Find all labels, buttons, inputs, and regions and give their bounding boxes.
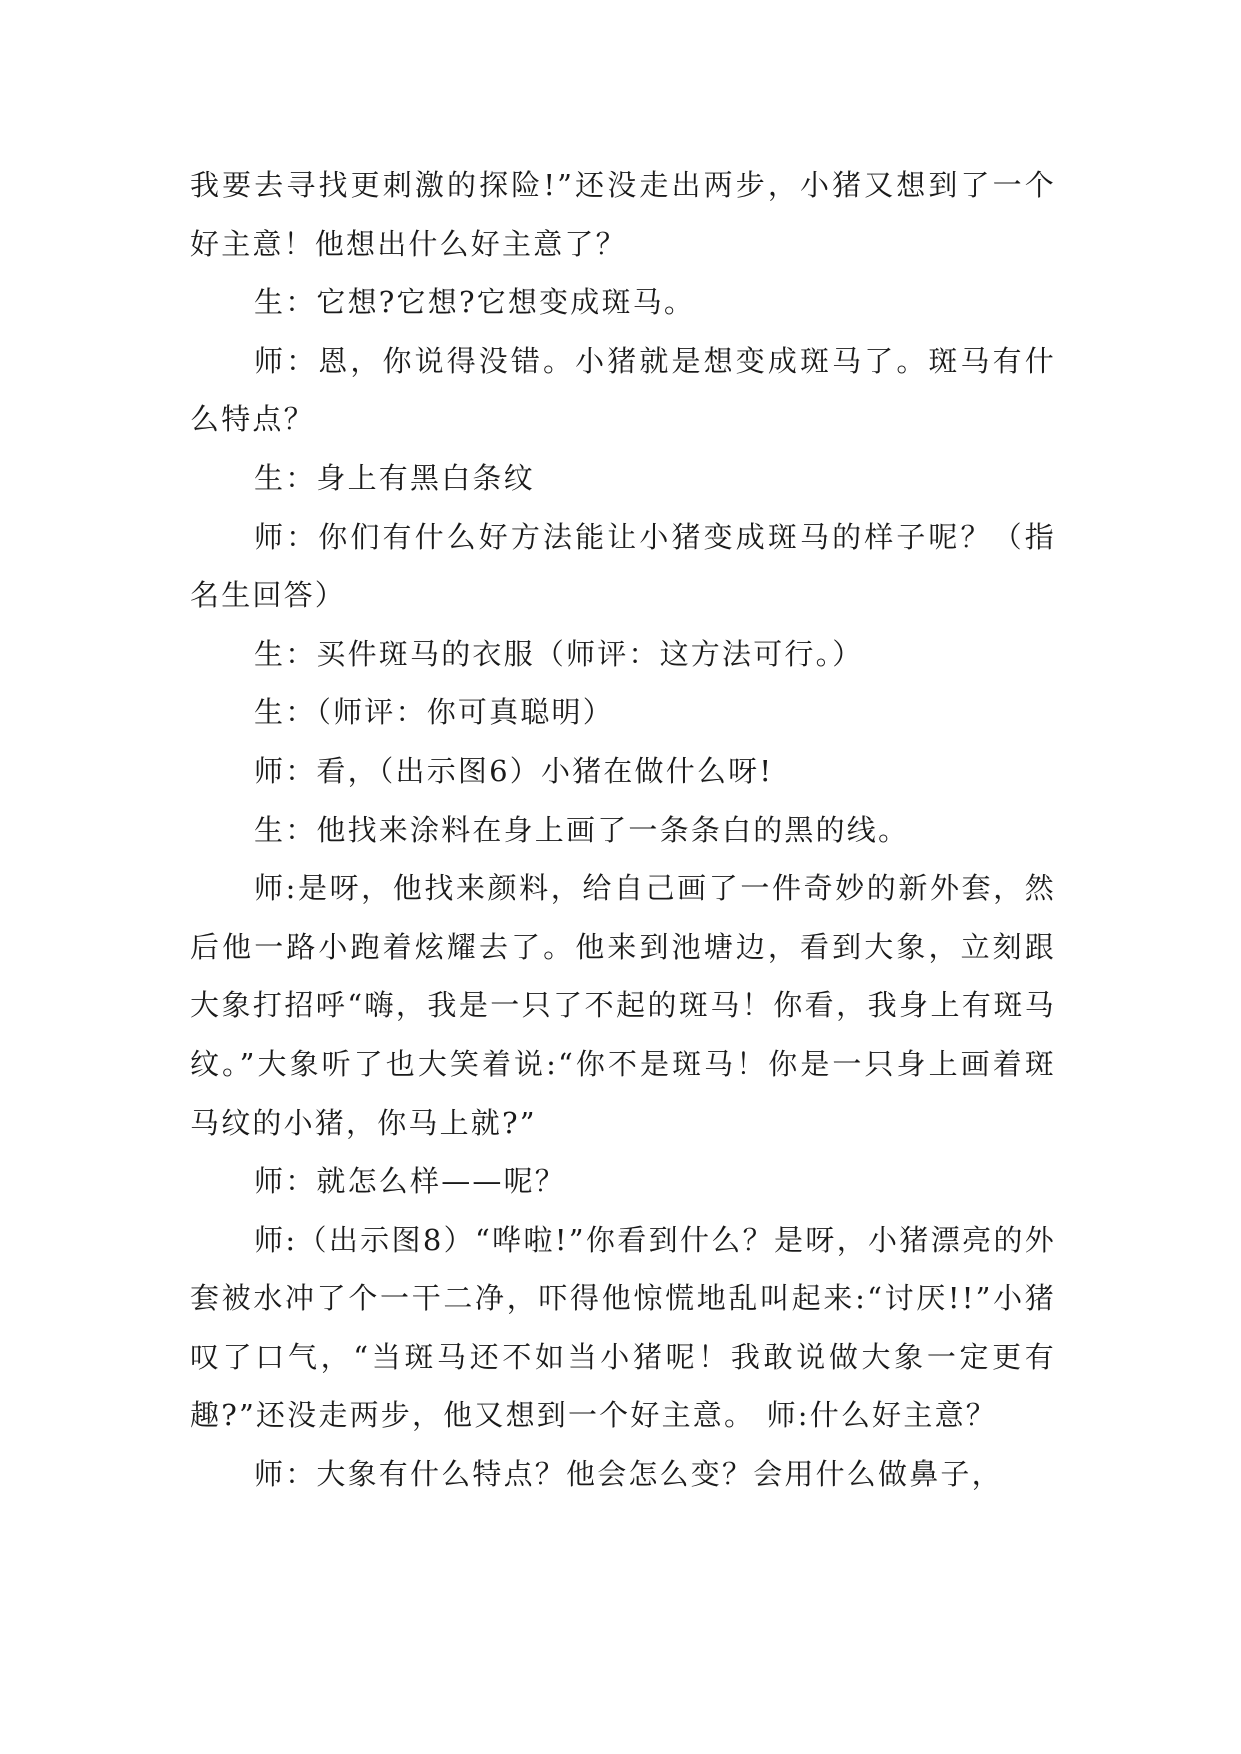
paragraph-3: 师：恩，你说得没错。小猪就是想变成斑马了。斑马有什么特点？ <box>190 343 1056 437</box>
paragraph-2: 生：它想?它想?它想变成斑马。 <box>254 285 696 320</box>
paragraph-5: 师：你们有什么好方法能让小猪变成斑马的样子呢？（指名生回答） <box>190 519 1056 613</box>
paragraph-6: 生：买件斑马的衣服（师评：这方法可行。） <box>254 636 864 671</box>
paragraph-7: 生：（师评：你可真聪明） <box>254 695 614 730</box>
paragraph-10: 师:是呀，他找来颜料，给自己画了一件奇妙的新外套，然后他一路小跑着炫耀去了。他来到池塘边，看到大象，立刻跟大象打招呼“嗨，我是一只了不起的斑马！你看，我身上有斑马纹。”大象听了也大笑着说:“你不是斑马！你是一只身上画着斑马纹的小猪，你马上就?” <box>190 871 1056 1140</box>
paragraph-8: 师：看，（出示图6）小猪在做什么呀! <box>254 753 774 788</box>
document-page <box>190 156 1056 1504</box>
paragraph-1: 我要去寻找更刺激的探险!”还没走出两步，小猪又想到了一个好主意！他想出什么好主意了？ <box>190 168 1056 261</box>
paragraph-12: 师:（出示图8）“哗啦!”你看到什么？是呀，小猪漂亮的外套被水冲了个一干二净，吓得他惊慌地乱叫起来:“讨厌!!”小猪叹了口气，“当斑马还不如当小猪呢！我敢说做大象一定更有趣?”还没走两步，他又想到一个好主意。 师:什么好主意？ <box>190 1222 1056 1433</box>
paragraph-4: 生：身上有黑白条纹 <box>254 460 535 495</box>
paragraph-9: 生：他找来涂料在身上画了一条条白的黑的线。 <box>254 812 910 847</box>
paragraph-11: 师：就怎么样——呢？ <box>254 1164 567 1199</box>
paragraph-13: 师：大象有什么特点？他会怎么变？会用什么做鼻子， <box>254 1457 1003 1492</box>
